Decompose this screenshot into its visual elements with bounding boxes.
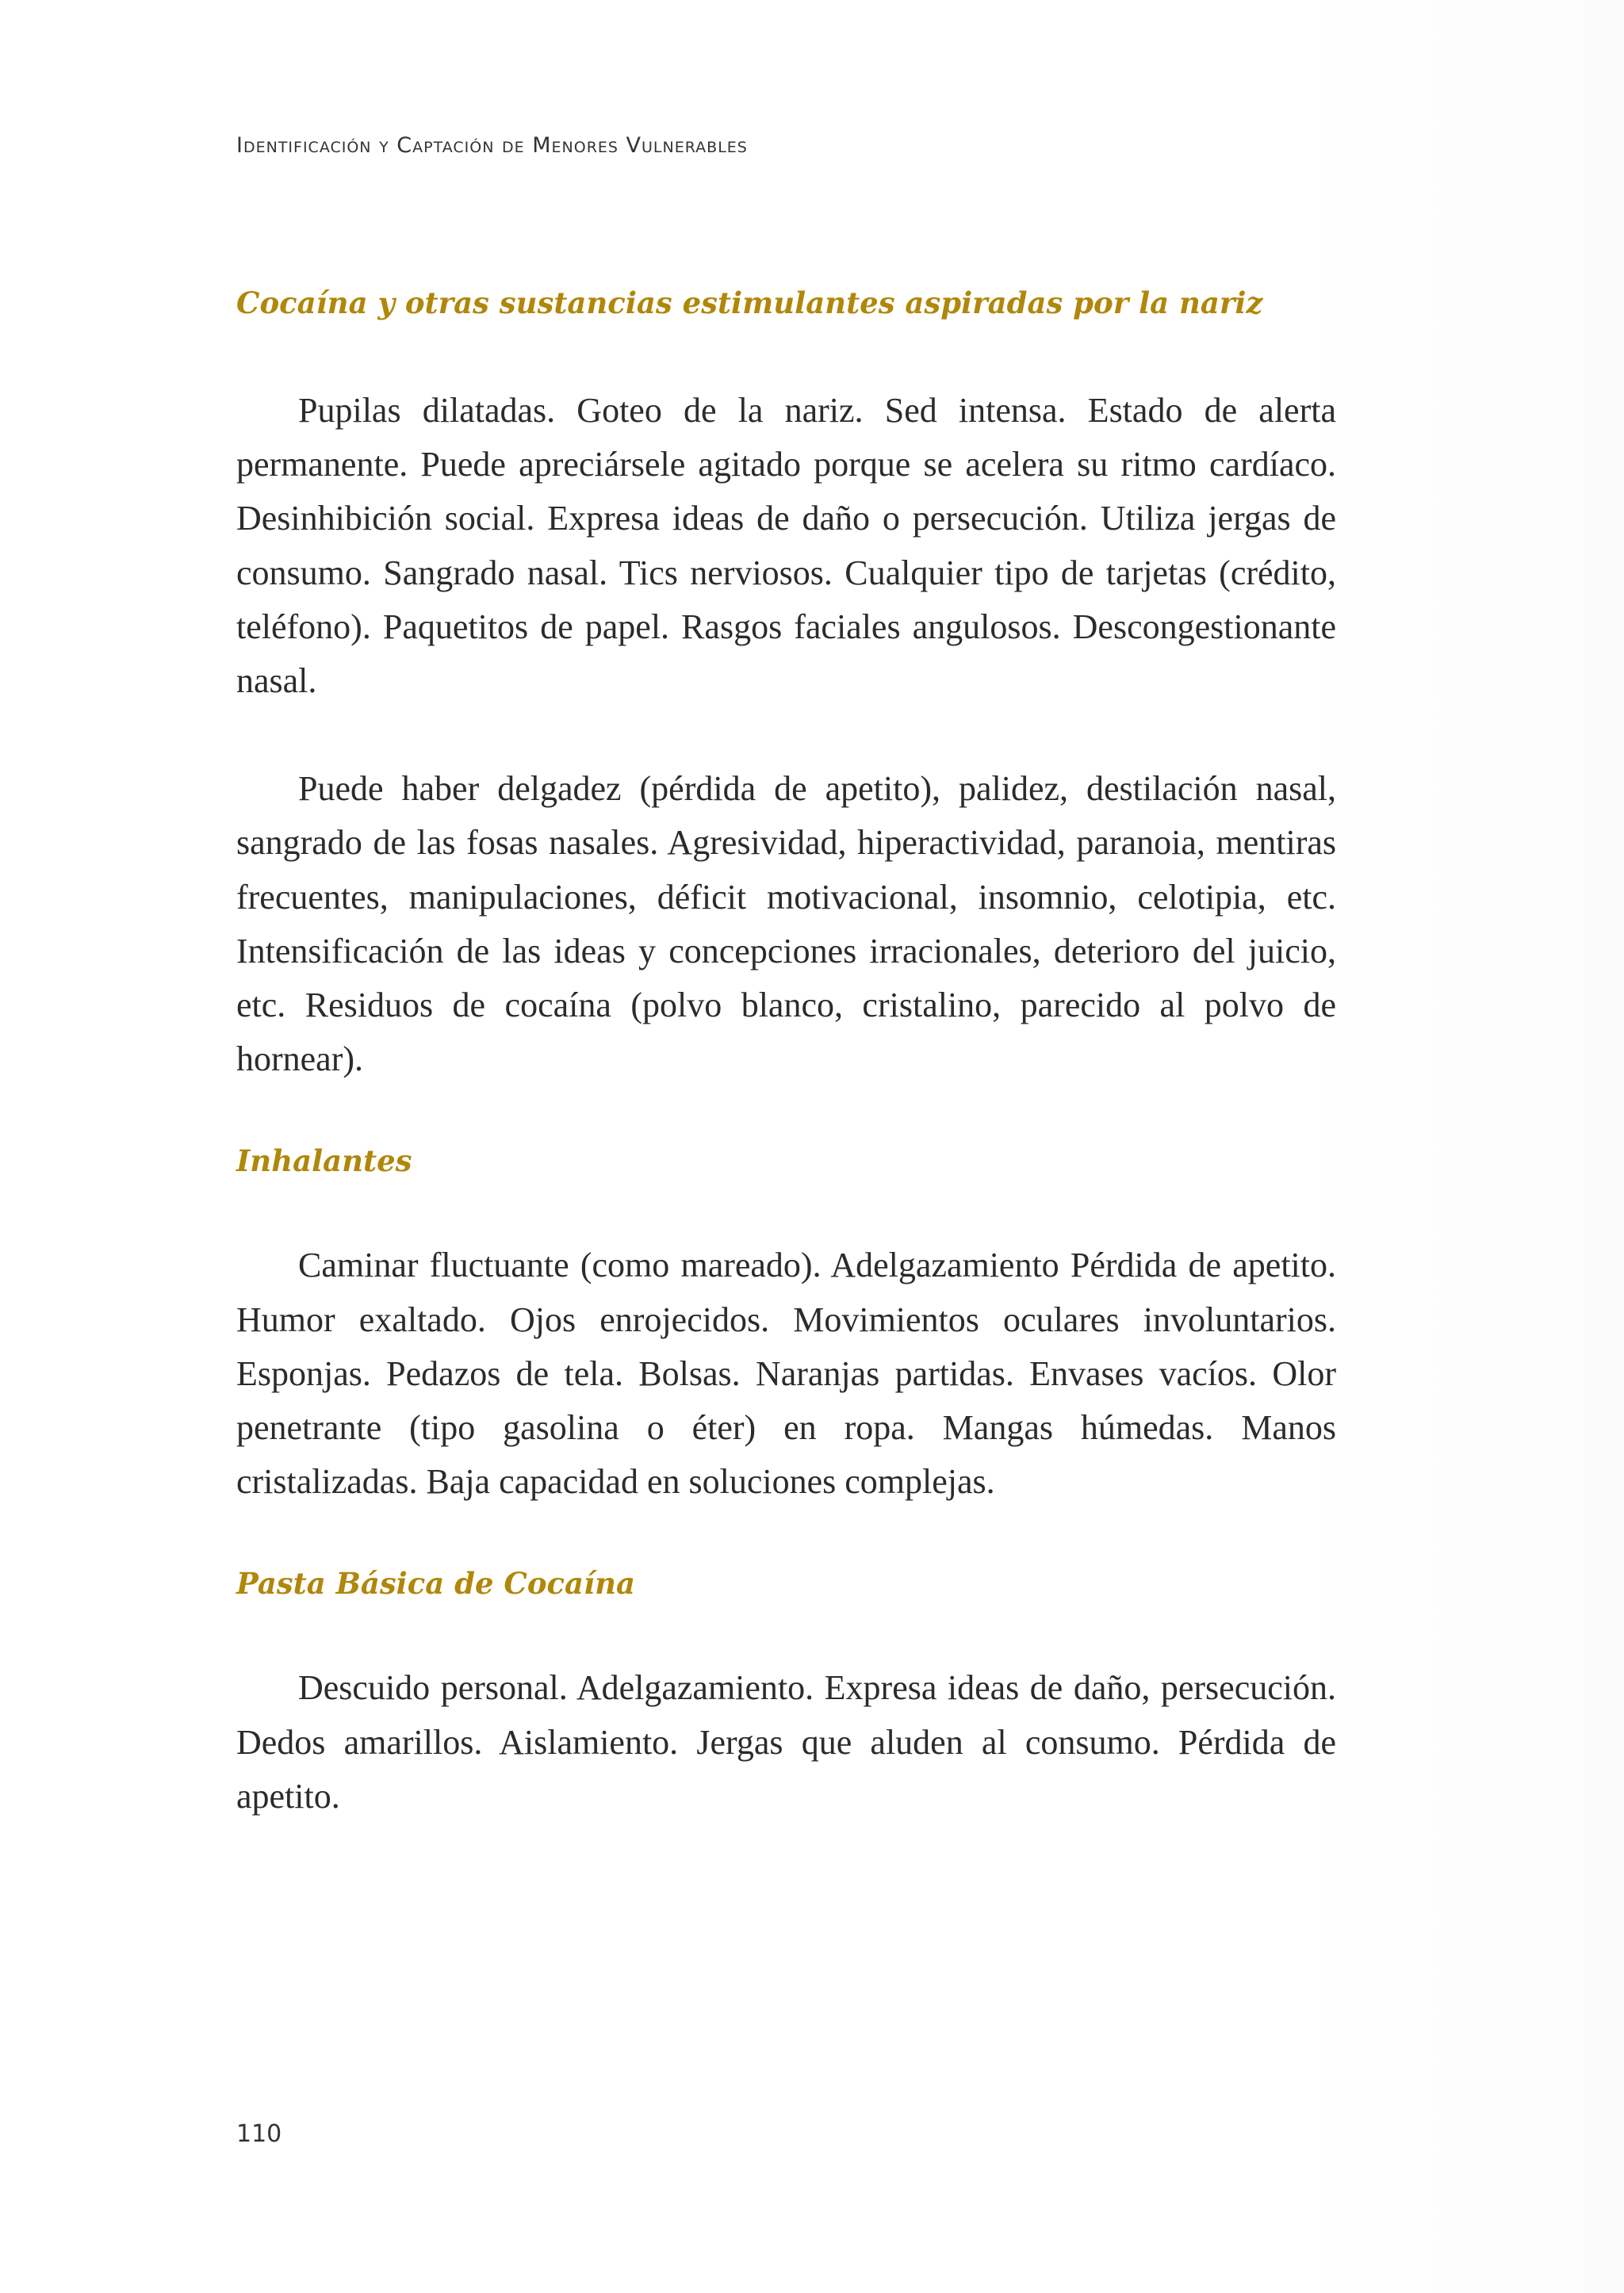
paragraph-inhalantes-signs: Caminar fluctuante (como mareado). Adelgazamiento Pérdida de apetito. Humor exaltado. Ojos enrojecidos. Movimientos oculares involuntarios. Esponjas. Pedazos de tela. Bolsas. Naranjas partidas. Envases vacíos. Olor penetrante (tipo gasolina o éter) en ropa. Mangas húmedas. Manos cristalizadas. Baja capacidad en soluciones complejas. — [236, 1246, 1336, 1502]
paragraph-cocaina-effects: Puede haber delgadez (pérdida de apetito), palidez, destilación nasal, sangrado de las fosas nasales. Agresividad, hiperactividad, paranoia, mentiras frecuentes, manipulaciones, déficit motivacional, insomnio, celotipia, etc. Intensificación de las ideas y concepciones irracionales, deterioro del juicio, etc. Residuos de cocaína (polvo blanco, cristalino, parecido al polvo de hornear). — [236, 769, 1336, 1079]
paragraph-cocaina-signs: Pupilas dilatadas. Goteo de la nariz. Sed intensa. Estado de alerta permanente. Puede apreciársele agitado porque se acelera su ritmo cardíaco. Desinhibición social. Expresa ideas de daño o persecución. Utiliza jergas de consumo. Sangrado nasal. Tics nerviosos. Cualquier tipo de tarjetas (crédito, teléfono). Paquetitos de papel. Rasgos faciales angulosos. Descongestionante nasal. — [236, 391, 1336, 701]
section-heading-inhalantes: Inhalantes — [236, 1143, 412, 1179]
section-heading-cocaina: Cocaína y otras sustancias estimulantes aspiradas por la nariz — [236, 285, 1263, 320]
page-body — [236, 279, 1336, 1824]
paragraph-pasta-basica-signs: Descuido personal. Adelgazamiento. Expresa ideas de daño, persecución. Dedos amarillos. Aislamiento. Jergas que aluden al consumo. Pérdida de apetito. — [236, 1668, 1336, 1816]
page-number: 110 — [236, 2120, 282, 2148]
section-heading-pasta-basica: Pasta Básica de Cocaína — [236, 1566, 635, 1602]
running-header: Identificación y Captación de Menores Vulnerables — [236, 133, 748, 158]
